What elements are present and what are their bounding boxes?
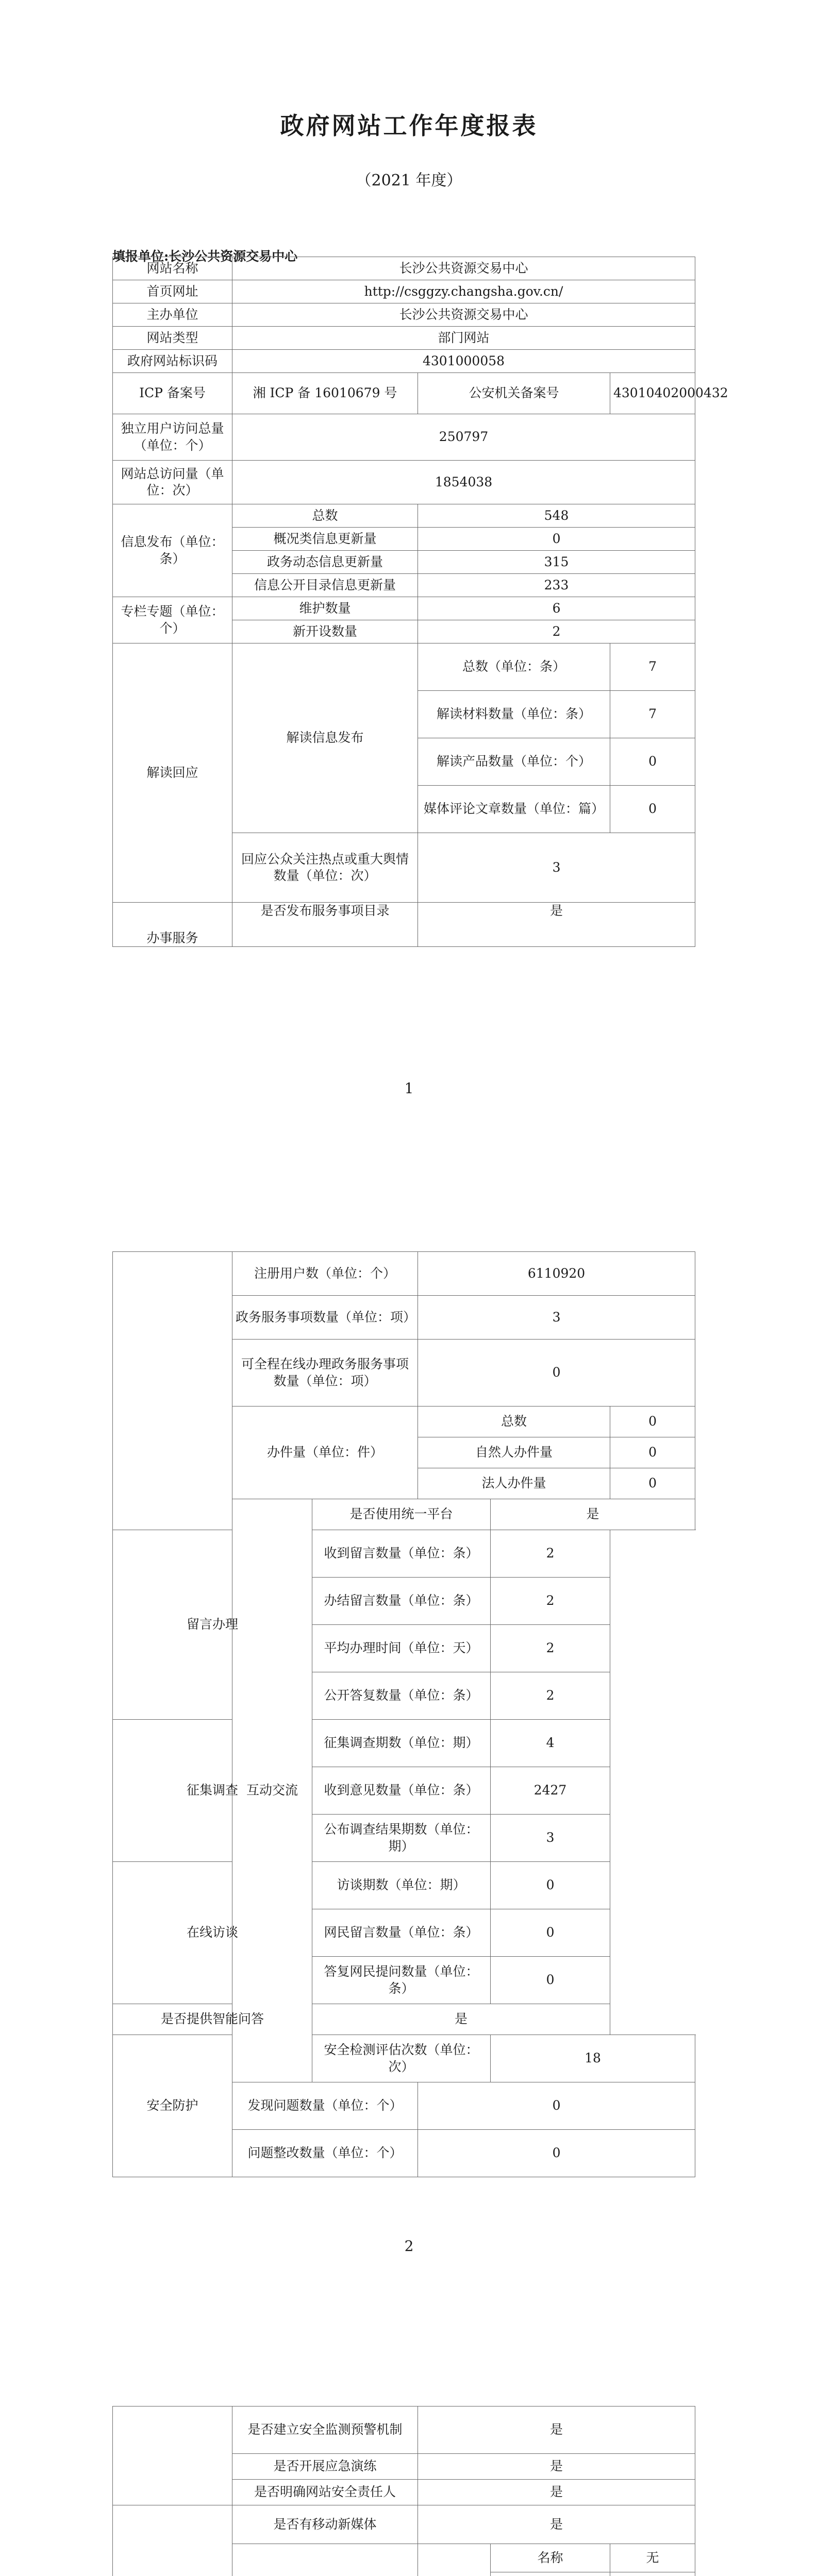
label: 总数 — [418, 1406, 610, 1437]
value: 0 — [491, 1909, 610, 1957]
value: 4 — [491, 1720, 610, 1767]
value: 2 — [491, 1530, 610, 1578]
label: 是否有移动新媒体 — [232, 2505, 418, 2544]
group-label: 专栏专题（单位：个） — [113, 597, 232, 643]
label: 是否提供智能问答 — [113, 2004, 312, 2035]
label: 政务服务事项数量（单位：项） — [232, 1296, 418, 1340]
value: 0 — [418, 1340, 695, 1406]
report-year: （2021 年度） — [356, 172, 462, 190]
group-label: 办事服务 — [113, 903, 232, 947]
group-label-cont — [113, 2406, 232, 2505]
value: 0 — [610, 1406, 695, 1437]
sub-label: 征集调查 — [113, 1720, 312, 1862]
value: 4301000058 — [232, 350, 695, 373]
label: 回应公众关注热点或重大舆情数量（单位：次） — [232, 833, 418, 903]
sub-label: 解读信息发布 — [232, 643, 418, 833]
value: 0 — [491, 1862, 610, 1909]
fill-unit: 填报单位:长沙公共资源交易中心 — [112, 249, 298, 264]
value: 548 — [418, 504, 695, 528]
label: 新开设数量 — [232, 620, 418, 643]
group-label: 信息发布（单位：条） — [113, 504, 232, 597]
label: 平均办理时间（单位：天） — [312, 1625, 491, 1672]
label: 发现问题数量（单位：个） — [232, 2082, 418, 2130]
label: 信息公开目录信息更新量 — [232, 574, 418, 597]
report-table-page3 — [112, 2406, 695, 2576]
group-label: 安全防护 — [113, 2035, 232, 2177]
label: ICP 备案号 — [113, 373, 232, 414]
label: 自然人办件量 — [418, 1437, 610, 1468]
value: 是 — [312, 2004, 610, 2035]
label: 网站总访问量（单位：次） — [113, 461, 232, 504]
value: 部门网站 — [232, 327, 695, 350]
label: 是否建立安全监测预警机制 — [232, 2406, 418, 2454]
label: 问题整改数量（单位：个） — [232, 2130, 418, 2177]
label: 政府网站标识码 — [113, 350, 232, 373]
value: 43010402000432 — [610, 373, 695, 414]
page-number: 2 — [404, 2238, 414, 2255]
value: 0 — [491, 1957, 610, 2004]
label: 收到留言数量（单位：条） — [312, 1530, 491, 1578]
value-link[interactable]: http://csggzy.changsha.gov.cn/ — [232, 280, 695, 303]
value: 2 — [491, 1578, 610, 1625]
label: 总数（单位：条） — [418, 643, 610, 691]
value: 2 — [491, 1625, 610, 1672]
label: 网站名称 — [113, 257, 232, 280]
group-label — [113, 2505, 232, 2576]
report-table-page1 — [112, 257, 728, 947]
value: 湘 ICP 备 16010679 号 — [232, 373, 418, 414]
value: 0 — [610, 1437, 695, 1468]
value: 是 — [491, 1499, 695, 1530]
label: 公开答复数量（单位：条） — [312, 1672, 491, 1720]
label: 是否开展应急演练 — [232, 2454, 418, 2480]
label: 公安机关备案号 — [418, 373, 610, 414]
label: 概况类信息更新量 — [232, 528, 418, 551]
label: 安全检测评估次数（单位：次） — [312, 2035, 491, 2082]
value: 250797 — [232, 414, 695, 461]
label: 解读产品数量（单位：个） — [418, 738, 610, 786]
group-label-cont — [113, 1252, 232, 1530]
value: 6110920 — [418, 1252, 695, 1296]
label — [491, 2572, 610, 2576]
value: 无 — [610, 2544, 695, 2572]
label: 政务动态信息更新量 — [232, 551, 418, 574]
value: 6 — [418, 597, 695, 620]
page-number: 1 — [404, 1080, 414, 1097]
label: 维护数量 — [232, 597, 418, 620]
label: 解读材料数量（单位：条） — [418, 691, 610, 738]
sub-label — [232, 2544, 418, 2576]
label: 是否使用统一平台 — [312, 1499, 491, 1530]
label: 网民留言数量（单位：条） — [312, 1909, 491, 1957]
label: 注册用户数（单位：个） — [232, 1252, 418, 1296]
value: 0 — [610, 786, 695, 833]
label: 主办单位 — [113, 303, 232, 327]
label: 首页网址 — [113, 280, 232, 303]
label: 名称 — [491, 2544, 610, 2572]
value: 2 — [491, 1672, 610, 1720]
label: 答复网民提问数量（单位：条） — [312, 1957, 491, 2004]
label: 是否发布服务事项目录 — [232, 903, 418, 947]
value: 0 — [418, 528, 695, 551]
value: 0 — [418, 2082, 695, 2130]
value: 3 — [418, 833, 695, 903]
label: 办结留言数量（单位：条） — [312, 1578, 491, 1625]
value: 233 — [418, 574, 695, 597]
value: 1854038 — [232, 461, 695, 504]
sub-label: 留言办理 — [113, 1530, 312, 1720]
value: 2427 — [491, 1767, 610, 1815]
label: 办件量（单位：件） — [232, 1406, 418, 1499]
value: 2 — [418, 620, 695, 643]
label: 访谈期数（单位：期） — [312, 1862, 491, 1909]
value: 是 — [418, 2454, 695, 2480]
value: 是 — [418, 2505, 695, 2544]
label: 独立用户访问总量（单位：个） — [113, 414, 232, 461]
label: 可全程在线办理政务服务事项数量（单位：项） — [232, 1340, 418, 1406]
label: 公布调查结果期数（单位：期） — [312, 1815, 491, 1862]
group-label: 解读回应 — [113, 643, 232, 903]
value: 7 — [610, 691, 695, 738]
value: 7 — [610, 643, 695, 691]
label: 媒体评论文章数量（单位：篇） — [418, 786, 610, 833]
group-label: 互动交流 — [232, 1499, 312, 2082]
label: 网站类型 — [113, 327, 232, 350]
value: 是 — [418, 2406, 695, 2454]
value: 3 — [491, 1815, 610, 1862]
sub-label: 在线访谈 — [113, 1862, 312, 2004]
value — [610, 2572, 695, 2576]
label: 收到意见数量（单位：条） — [312, 1767, 491, 1815]
label: 征集调查期数（单位：期） — [312, 1720, 491, 1767]
label: 总数 — [232, 504, 418, 528]
spacer — [418, 2544, 491, 2576]
label: 法人办件量 — [418, 1468, 610, 1499]
report-table-page2 — [112, 1251, 695, 2177]
value: 长沙公共资源交易中心 — [232, 257, 695, 280]
value: 0 — [418, 2130, 695, 2177]
value: 是 — [418, 903, 695, 947]
label: 是否明确网站安全责任人 — [232, 2480, 418, 2505]
value: 3 — [418, 1296, 695, 1340]
value: 0 — [610, 1468, 695, 1499]
value: 0 — [610, 738, 695, 786]
value: 是 — [418, 2480, 695, 2505]
page-title: 政府网站工作年度报表 — [280, 112, 538, 140]
value: 长沙公共资源交易中心 — [232, 303, 695, 327]
value: 315 — [418, 551, 695, 574]
value: 18 — [491, 2035, 695, 2082]
